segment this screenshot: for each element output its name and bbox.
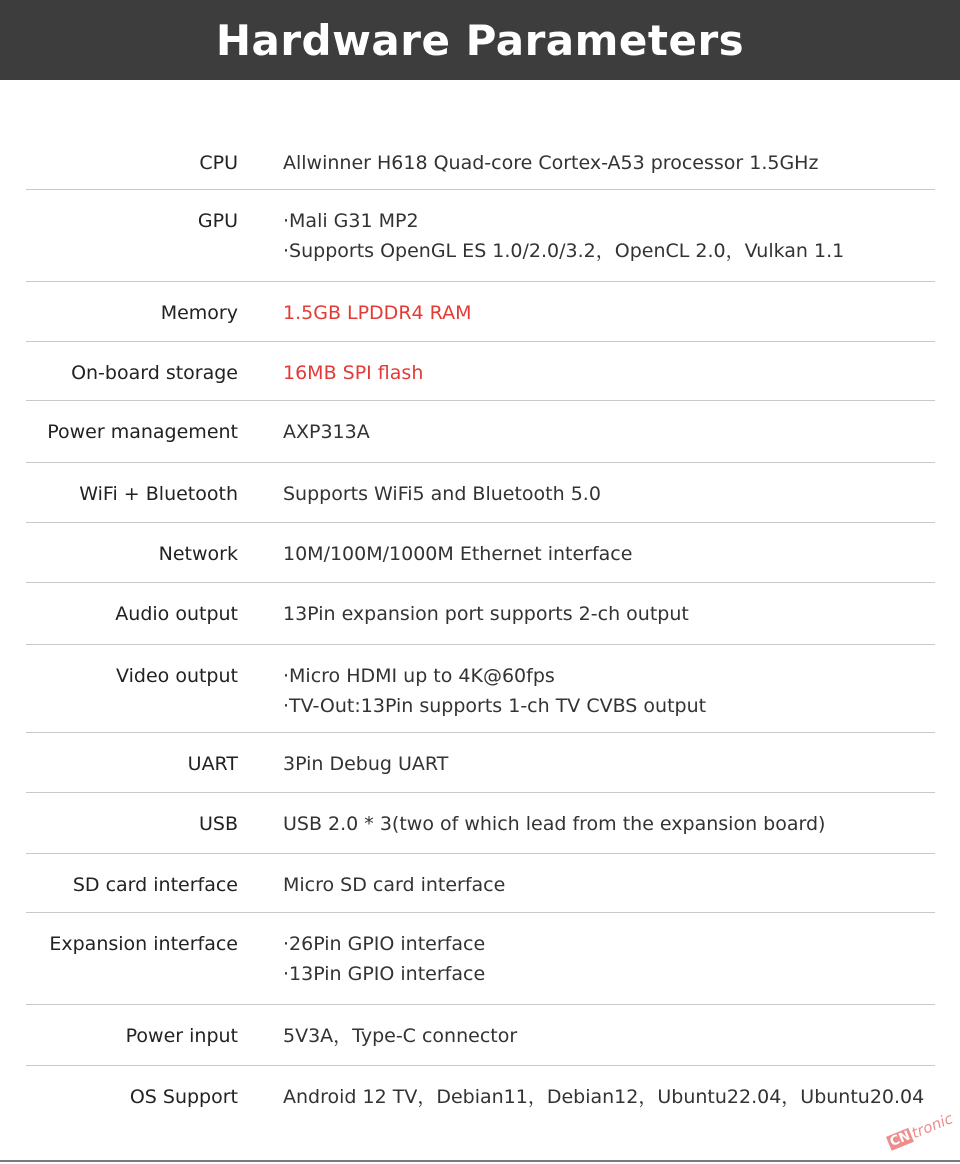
spec-value xyxy=(283,1082,924,1126)
spec-value-line: AXP313A xyxy=(283,421,370,443)
spec-row xyxy=(26,733,935,793)
spec-row xyxy=(26,401,935,463)
spec-row xyxy=(26,342,935,401)
spec-value-line: 5V3A，Type-C connector xyxy=(283,1025,518,1047)
logo-tronic: tronic xyxy=(909,1109,956,1143)
spec-value-line: Supports WiFi5 and Bluetooth 5.0 xyxy=(283,483,601,505)
bottom-divider xyxy=(0,1160,960,1162)
spec-value-line: ·TV-Out:13Pin supports 1-ch TV CVBS output xyxy=(283,695,707,717)
spec-value xyxy=(283,539,632,582)
spec-label: Audio output xyxy=(115,603,238,625)
spec-label: Expansion interface xyxy=(49,933,238,955)
spec-value xyxy=(283,1021,517,1065)
spec-value-line: ·Mali G31 MP2 xyxy=(283,210,419,232)
page-header xyxy=(0,0,960,80)
spec-value xyxy=(283,417,370,462)
spec-row xyxy=(26,282,935,342)
spec-row xyxy=(26,1066,935,1126)
spec-label: GPU xyxy=(197,210,238,232)
spec-value xyxy=(283,870,505,912)
spec-value xyxy=(283,298,471,341)
spec-label: CPU xyxy=(199,152,238,174)
spec-label: WiFi + Bluetooth xyxy=(79,483,238,505)
spec-table xyxy=(26,132,935,1126)
spec-value xyxy=(283,148,818,189)
spec-value-line: Micro SD card interface xyxy=(283,874,506,896)
spec-value-line: USB 2.0 * 3(two of which lead from the expansion board) xyxy=(283,813,826,835)
spec-label: On-board storage xyxy=(71,362,238,384)
spec-value xyxy=(283,358,423,400)
spec-value xyxy=(283,479,601,522)
spec-label: Video output xyxy=(116,665,238,687)
spec-row xyxy=(26,132,935,190)
spec-value-line: 1.5GB LPDDR4 RAM xyxy=(283,302,472,324)
spec-value-line: ·Micro HDMI up to 4K@60fps xyxy=(283,665,555,687)
spec-row xyxy=(26,1005,935,1066)
spec-value-line: 3Pin Debug UART xyxy=(283,753,449,775)
spec-label: Power management xyxy=(47,421,238,443)
spec-value-line: ·26Pin GPIO interface xyxy=(283,933,486,955)
page-title: Hardware Parameters xyxy=(215,15,745,65)
spec-label: SD card interface xyxy=(72,874,238,896)
spec-value xyxy=(283,749,448,792)
spec-label: USB xyxy=(198,813,238,835)
spec-row xyxy=(26,854,935,913)
spec-value xyxy=(283,206,844,281)
logo-cn: CN xyxy=(888,1127,913,1150)
spec-row xyxy=(26,913,935,1005)
spec-value xyxy=(283,809,825,853)
spec-label: Power input xyxy=(125,1025,238,1047)
spec-value xyxy=(283,599,689,644)
spec-value xyxy=(283,929,485,1004)
spec-row xyxy=(26,645,935,733)
spec-row xyxy=(26,190,935,282)
spec-value-line: Allwinner H618 Quad-core Cortex-A53 processor 1.5GHz xyxy=(283,152,819,174)
spec-label: Network xyxy=(158,543,238,565)
spec-label: OS Support xyxy=(129,1086,238,1108)
spec-row xyxy=(26,463,935,523)
spec-row xyxy=(26,523,935,583)
spec-label: Memory xyxy=(160,302,238,324)
spec-value xyxy=(283,661,706,732)
spec-value-line: Android 12 TV，Debian11，Debian12，Ubuntu22.04，Ubuntu20.04 xyxy=(283,1086,925,1108)
spec-value-line: ·Supports OpenGL ES 1.0/2.0/3.2，OpenCL 2.0，Vulkan 1.1 xyxy=(283,240,845,262)
spec-row xyxy=(26,793,935,854)
spec-value-line: ·13Pin GPIO interface xyxy=(283,963,486,985)
spec-row xyxy=(26,583,935,645)
spec-value-line: 10M/100M/1000M Ethernet interface xyxy=(283,543,633,565)
spec-value-line: 16MB SPI flash xyxy=(283,362,424,384)
spec-label: UART xyxy=(187,753,238,775)
spec-value-line: 13Pin expansion port supports 2-ch output xyxy=(283,603,689,625)
